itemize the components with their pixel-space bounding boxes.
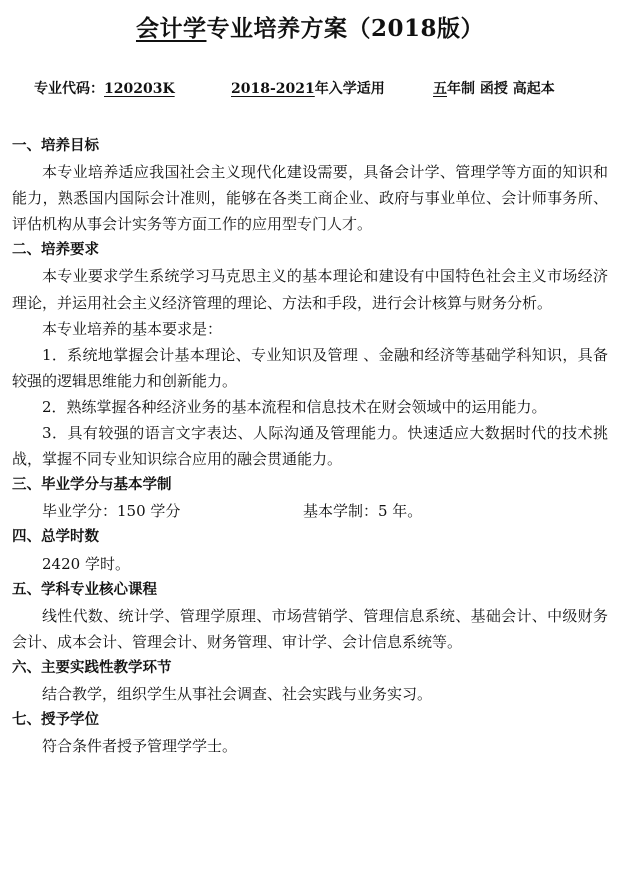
document-title (0, 10, 620, 43)
study-mode (433, 78, 555, 98)
core-courses-list: 线性代数、统计学、管理学原理、市场营销学、管理信息系统、基础会计、中级财务会计、成本会计、管理会计、财务管理、审计学、会计信息系统等。 (12, 606, 608, 651)
section-heading-degree: 七、授予学位 (12, 712, 99, 729)
enrollment-years (231, 78, 385, 98)
requirement-item-1: 1．系统地掌握会计基本理论、专业知识及管理 、金融和经济等基础学科知识，具备较强的逻辑思维能力和创新能力。 (12, 345, 608, 390)
study-mode-rest: 年制 函授 高起本 (447, 81, 555, 97)
basic-duration: 基本学制：5 年。 (303, 502, 423, 521)
total-hours: 2420 学时。 (42, 554, 130, 573)
title-major: 会计学 (135, 15, 207, 42)
objectives-paragraph: 本专业培养适应我国社会主义现代化建设需要，具备会计学、管理学等方面的知识和能力，熟悉国内国际会计准则，能够在各类工商企业、政府与事业单位、会计师事务所、评估机构从事会计实务等方面工作的应用型专门人才。 (12, 163, 608, 234)
major-code-value: 120203K (104, 81, 175, 97)
requirements-paragraph: 本专业要求学生系统学习马克思主义的基本理论和建设有中国特色社会主义市场经济理论，并运用社会主义经济管理的理论、方法和手段，进行会计核算与财务分析。 (12, 267, 608, 312)
section-heading-core-courses: 五、学科专业核心课程 (12, 581, 157, 598)
credits-row (12, 498, 608, 524)
title-rest: 专业培养方案（2018版） (206, 15, 484, 42)
enrollment-years-suffix: 年入学适用 (314, 81, 385, 97)
section-heading-credits: 三、毕业学分与基本学制 (12, 477, 172, 494)
study-mode-years: 五 (433, 81, 447, 97)
graduation-credits: 毕业学分：150 学分 (42, 502, 181, 521)
major-code (34, 78, 175, 98)
requirement-item-3: 3．具有较强的语言文字表达、人际沟通及管理能力。快速适应大数据时代的技术挑战，掌握不同专业知识综合应用的融会贯通能力。 (12, 424, 608, 469)
section-heading-practice: 六、主要实践性教学环节 (12, 659, 172, 676)
section-heading-objectives: 一、培养目标 (12, 138, 99, 154)
degree-text: 符合条件者授予管理学学士。 (42, 737, 238, 756)
section-heading-requirements: 二、培养要求 (12, 242, 99, 259)
requirement-item-2: 2．熟练掌握各种经济业务的基本流程和信息技术在财会领域中的运用能力。 (42, 397, 547, 416)
enrollment-years-value: 2018-2021 (231, 81, 315, 97)
practice-text: 结合教学，组织学生从事社会调查、社会实践与业务实习。 (42, 684, 433, 703)
document-body (12, 133, 608, 759)
section-heading-hours: 四、总学时数 (12, 529, 99, 546)
major-code-label: 专业代码： (34, 81, 104, 97)
requirements-intro: 本专业培养的基本要求是： (42, 319, 223, 338)
